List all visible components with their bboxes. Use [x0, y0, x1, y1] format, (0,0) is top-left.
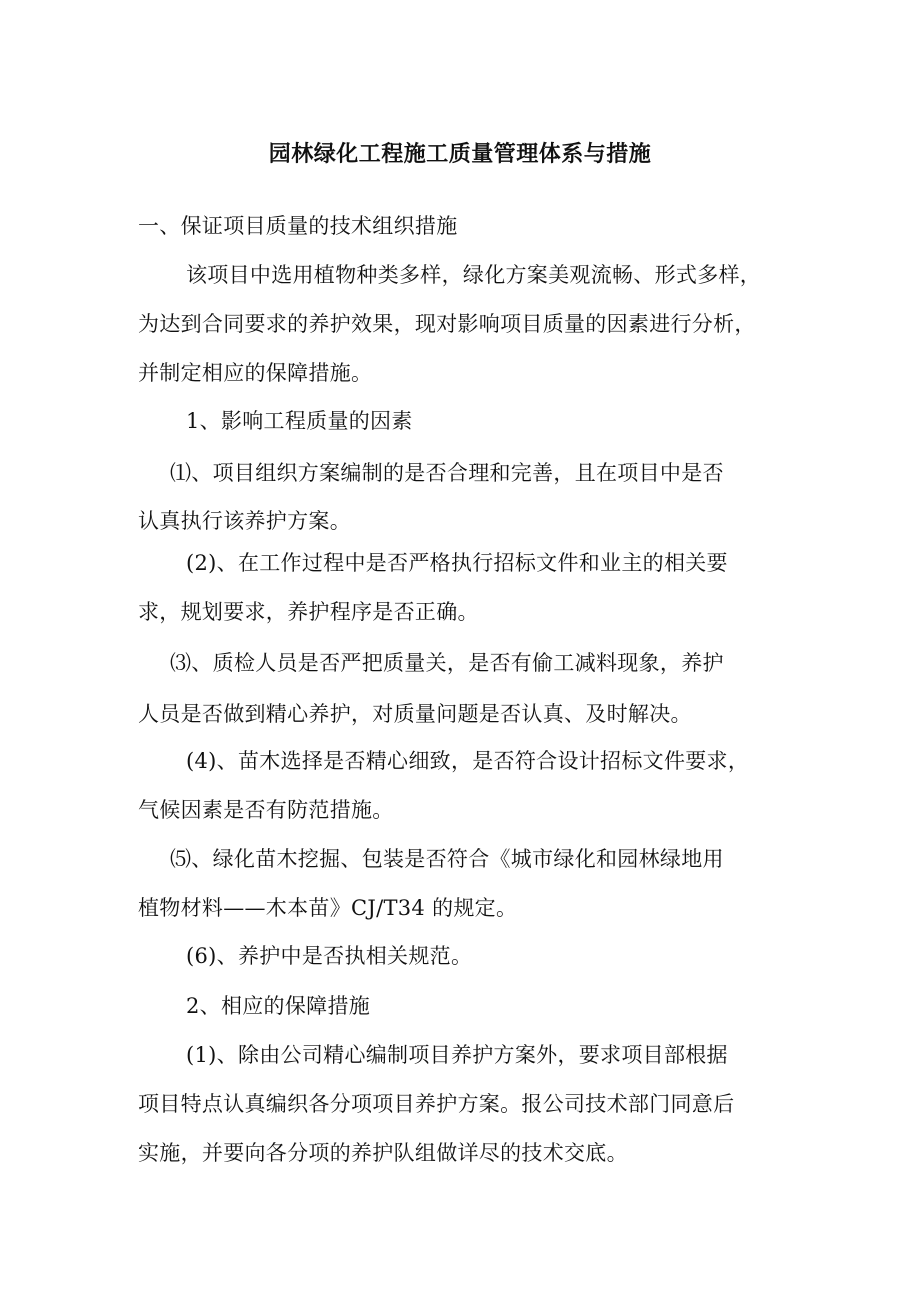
- factor-item-2-line: 求，规划要求，养护程序是否正确。: [138, 600, 479, 624]
- measure-item-1-line: (1)、除由公司精心编制项目养护方案外，要求项目部根据: [186, 1043, 728, 1067]
- measure-item-1-line: 项目特点认真编织各分项项目养护方案。报公司技术部门同意后: [138, 1092, 735, 1116]
- intro-line: 并制定相应的保障措施。: [138, 361, 373, 385]
- factor-item-1-line: 认真执行该养护方案。: [138, 509, 351, 533]
- factor-item-6-line: (6)、养护中是否执相关规范。: [186, 944, 473, 968]
- factor-item-2-line: (2)、在工作过程中是否严格执行招标文件和业主的相关要: [186, 551, 728, 575]
- measure-item-1-line: 实施，并要向各分项的养护队组做详尽的技术交底。: [138, 1141, 628, 1165]
- intro-line: 该项目中选用植物种类多样，绿化方案美观流畅、形式多样，: [186, 263, 762, 287]
- section-heading: 一、保证项目质量的技术组织措施: [138, 214, 458, 238]
- subsection-heading-measures: 2、相应的保障措施: [186, 994, 371, 1018]
- factor-item-1-line: ⑴、项目组织方案编制的是否合理和完善，且在项目中是否: [170, 461, 724, 485]
- factor-item-5-line: 植物材料——木本苗》CJ/T34 的规定。: [138, 896, 518, 920]
- intro-line: 为达到合同要求的养护效果，现对影响项目质量的因素进行分析，: [138, 312, 756, 336]
- factor-item-3-line: 人员是否做到精心养护，对质量问题是否认真、及时解决。: [138, 702, 692, 726]
- factor-item-4-line: 气候因素是否有防范措施。: [138, 798, 394, 822]
- document-title: 园林绿化工程施工质量管理体系与措施: [268, 141, 652, 167]
- factor-item-3-line: ⑶、质检人员是否严把质量关，是否有偷工减料现象，养护: [170, 651, 724, 675]
- factor-item-4-line: (4)、苗木选择是否精心细致，是否符合设计招标文件要求，: [186, 749, 750, 773]
- subsection-heading-factors: 1、影响工程质量的因素: [186, 409, 413, 433]
- factor-item-5-line: ⑸、绿化苗木挖掘、包装是否符合《城市绿化和园林绿地用: [170, 847, 724, 871]
